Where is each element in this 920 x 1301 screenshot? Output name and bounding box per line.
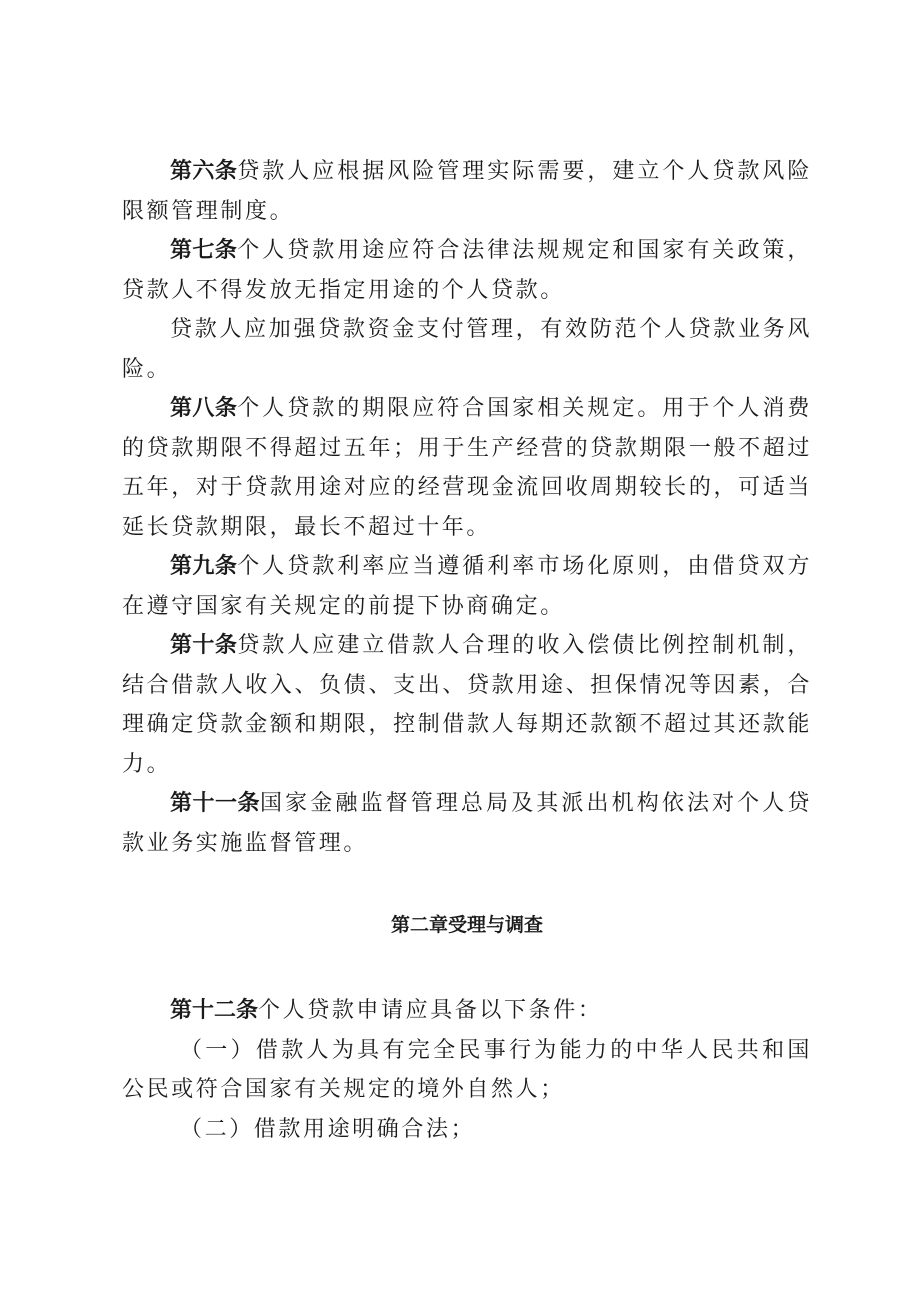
article-12 bbox=[122, 991, 812, 1031]
article-text: 国家金融监督管理总局及其派出机构依法对个人贷款业务实施监督管理。 bbox=[122, 791, 812, 856]
document-body bbox=[122, 152, 812, 1149]
article-7-paragraph-2 bbox=[122, 310, 812, 389]
article-number: 第十条 bbox=[170, 633, 238, 658]
article-number: 第六条 bbox=[170, 159, 238, 184]
article-text: 个人贷款的期限应符合国家相关规定。用于个人消费的贷款期限不得超过五年；用于生产经营的贷款期限一般不超过五年，对于贷款用途对应的经营现金流回收周期较长的，可适当延长贷款期限，最长不超过十年。 bbox=[122, 396, 812, 540]
article-7 bbox=[122, 231, 812, 310]
condition-item-2: （二）借款用途明确合法； bbox=[180, 1116, 476, 1142]
article-text: 贷款人应建立借款人合理的收入偿债比例控制机制，结合借款人收入、负债、支出、贷款用途、担保情况等因素，合理确定贷款金额和期限，控制借款人每期还款额不超过其还款能力。 bbox=[122, 633, 812, 777]
chapter-heading: 第二章受理与调查 bbox=[390, 914, 543, 936]
article-9 bbox=[122, 547, 812, 626]
article-10 bbox=[122, 626, 812, 784]
article-text: 贷款人应加强贷款资金支付管理，有效防范个人贷款业务风险。 bbox=[122, 317, 812, 382]
article-text: 贷款人应根据风险管理实际需要，建立个人贷款风险限额管理制度。 bbox=[122, 159, 812, 224]
article-number: 第十二条 bbox=[170, 998, 259, 1023]
article-text: 个人贷款利率应当遵循利率市场化原则，由借贷双方在遵守国家有关规定的前提下协商确定。 bbox=[122, 554, 812, 619]
article-text: 个人贷款申请应具备以下条件： bbox=[258, 998, 603, 1023]
article-11 bbox=[122, 784, 812, 863]
article-number: 第十一条 bbox=[170, 791, 261, 816]
article-number: 第七条 bbox=[170, 238, 238, 263]
condition-item-1: （一）借款人为具有完全民事行为能力的中华人民共和国公民或符合国家有关规定的境外自然人； bbox=[122, 1037, 812, 1102]
article-text: 个人贷款用途应符合法律法规规定和国家有关政策，贷款人不得发放无指定用途的个人贷款。 bbox=[122, 238, 812, 303]
article-6 bbox=[122, 152, 812, 231]
article-number: 第八条 bbox=[170, 396, 238, 421]
article-number: 第九条 bbox=[170, 554, 238, 579]
article-8 bbox=[122, 389, 812, 547]
